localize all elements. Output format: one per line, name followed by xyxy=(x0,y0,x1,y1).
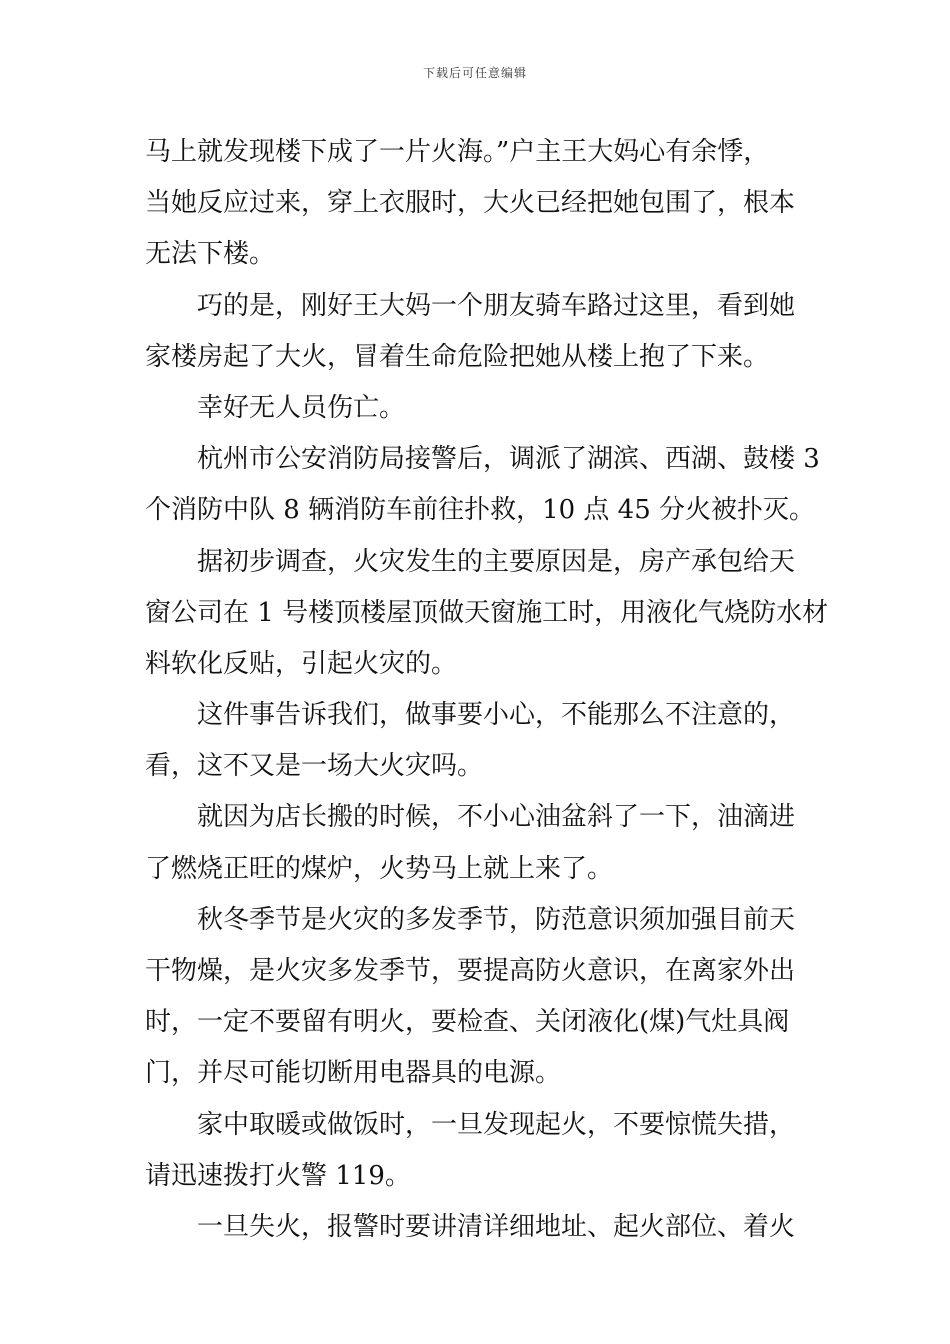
paragraph-first-line: 幸好无人员伤亡。 xyxy=(197,392,406,423)
paragraph-first-line: 杭州市公安消防局接警后，调派了湖滨、西湖、鼓楼 3 xyxy=(197,444,820,475)
document-body xyxy=(145,127,829,1253)
text-line: 请迅速拨打火警 119。 xyxy=(145,1160,411,1191)
paragraph-first-line: 巧的是，刚好王大妈一个朋友骑车路过这里，看到她 xyxy=(197,290,796,321)
text-line: 个消防中队 8 辆消防车前往扑救，10 点 45 分火被扑灭。 xyxy=(145,495,816,526)
text-line: 干物燥，是火灾多发季节，要提高防火意识，在离家外出 xyxy=(145,956,796,986)
paragraph-first-line: 据初步调查，火灾发生的主要原因是，房产承包给天 xyxy=(197,546,796,577)
text-line: 家楼房起了大火，冒着生命危险把她从楼上抱了下来。 xyxy=(145,341,770,372)
paragraph-first-line: 就因为店长搬的时候，不小心油盆斜了一下，油滴进 xyxy=(197,802,796,833)
text-line: 门，并尽可能切断用电器具的电源。 xyxy=(145,1058,562,1089)
paragraph-first-line: 秋冬季节是火灾的多发季节，防范意识须加强目前天 xyxy=(197,904,796,935)
text-line: 窗公司在 1 号楼顶楼屋顶做天窗施工时，用液化气烧防水材 xyxy=(145,597,829,628)
text-line: 马上就发现楼下成了一片火海。”户主王大妈心有余悸， xyxy=(145,137,770,167)
text-line: 了燃烧正旺的煤炉，火势马上就上来了。 xyxy=(145,853,614,884)
text-line: 当她反应过来，穿上衣服时，大火已经把她包围了，根本 xyxy=(145,188,796,219)
paragraph-first-line: 家中取暖或做饭时，一旦发现起火，不要惊慌失措， xyxy=(197,1109,796,1140)
header-note: 下载后可任意编辑 xyxy=(422,66,527,80)
text-line: 看，这不又是一场大火灾吗。 xyxy=(145,751,484,782)
text-line: 无法下楼。 xyxy=(145,239,276,270)
text-line: 时，一定不要留有明火，要检查、关闭液化(煤)气灶具阀 xyxy=(145,1007,790,1038)
paragraph-first-line: 这件事告诉我们，做事要小心，不能那么不注意的， xyxy=(197,700,796,731)
text-line: 料软化反贴，引起火灾的。 xyxy=(145,648,458,679)
paragraph-first-line: 一旦失火，报警时要讲清详细地址、起火部位、着火 xyxy=(197,1211,796,1242)
